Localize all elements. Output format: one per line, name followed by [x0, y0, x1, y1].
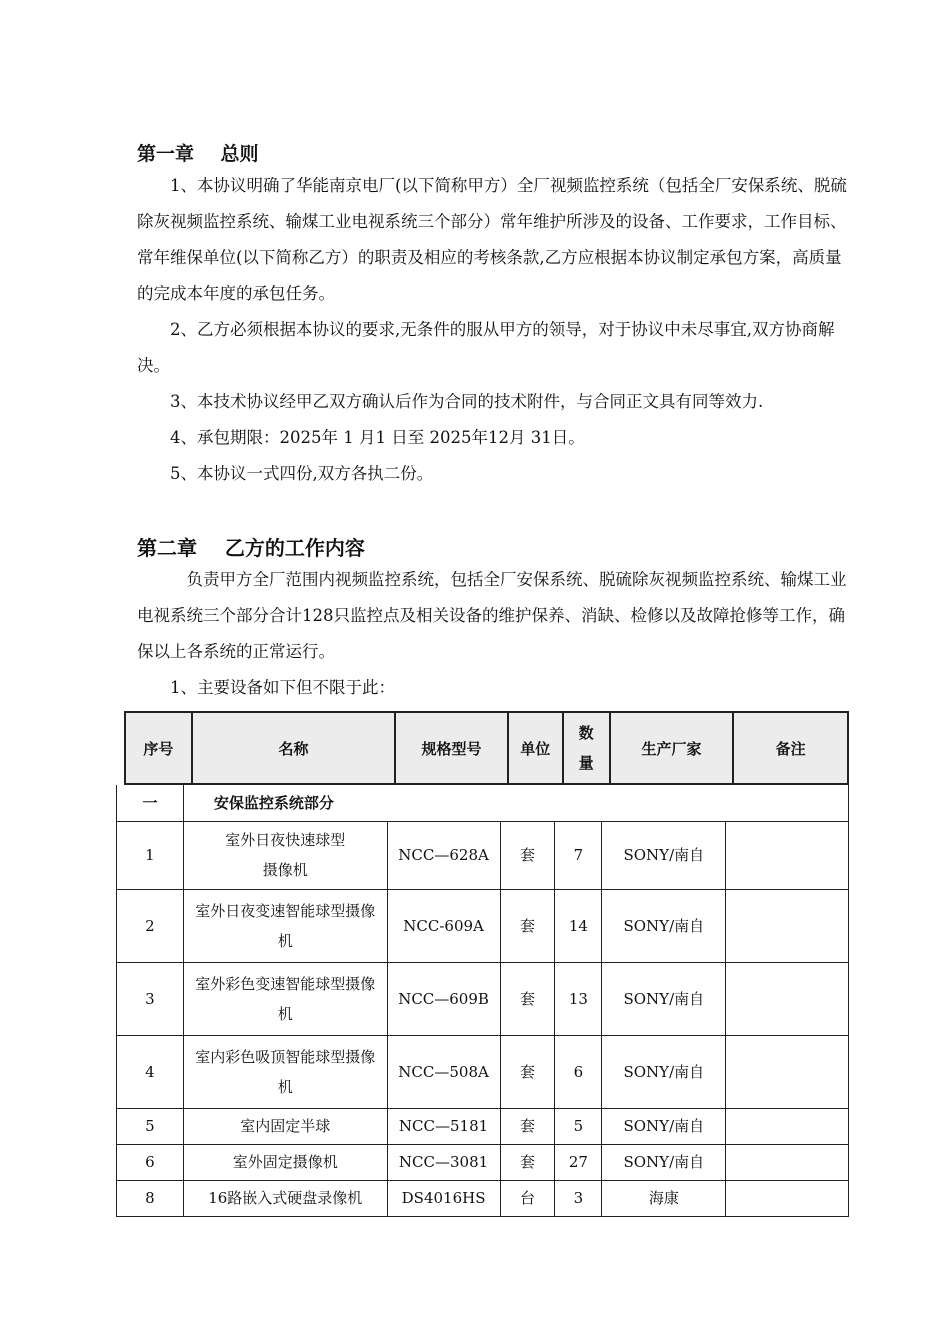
row-unit: 套	[500, 962, 555, 1035]
row-unit: 套	[500, 1108, 555, 1144]
row-name: 室外日夜变速智能球型摄像机	[183, 889, 387, 962]
row-unit: 套	[500, 889, 555, 962]
row-no: 1	[117, 821, 184, 889]
row-no: 3	[117, 962, 184, 1035]
row-maker: SONY/南自	[602, 1035, 726, 1108]
row-maker: SONY/南自	[602, 889, 726, 962]
table-row	[117, 1035, 849, 1108]
row-model: NCC—3081	[387, 1144, 500, 1180]
clause-4: 4、承包期限：2025年 1 月1 日至 2025年12月 31日。	[170, 428, 585, 447]
row-name: 室内彩色吸顶智能球型摄像机	[183, 1035, 387, 1108]
row-no: 2	[117, 889, 184, 962]
row-model: DS4016HS	[387, 1180, 500, 1216]
row-note	[726, 1035, 849, 1108]
row-no: 5	[117, 1108, 184, 1144]
row-name: 16路嵌入式硬盘录像机	[183, 1180, 387, 1216]
table-row	[117, 889, 849, 962]
section-label: 安保监控系统部分	[183, 785, 848, 821]
row-note	[726, 962, 849, 1035]
row-model: NCC—609B	[387, 962, 500, 1035]
table-row	[117, 821, 849, 889]
equipment-intro: 1、主要设备如下但不限于此：	[170, 678, 395, 697]
equipment-table-header	[124, 711, 849, 785]
equipment-table	[116, 785, 849, 1217]
row-qty: 13	[555, 962, 602, 1035]
header-name: 名称	[192, 712, 395, 784]
row-maker: SONY/南自	[602, 821, 726, 889]
clause-1: 1、本协议明确了华能南京电厂(以下简称甲方）全厂视频监控系统（包括全厂安保系统、脱硫除灰视频监控系统、输煤工业电视系统三个部分）常年维护所涉及的设备、工作要求，工作目标、常年维保单位(以下简称乙方）的职责及相应的考核条款,乙方应根据本协议制定承包方案，高质量的完成本年度的承包任务。	[137, 176, 847, 303]
row-maker: SONY/南自	[602, 962, 726, 1035]
section-row	[117, 785, 849, 821]
row-note	[726, 1180, 849, 1216]
header-model: 规格型号	[395, 712, 508, 784]
row-name: 室外日夜快速球型摄像机	[183, 821, 387, 889]
chapter-1-title: 第一章 总则	[137, 143, 259, 165]
clause-5: 5、本协议一式四份,双方各执二份。	[170, 464, 434, 483]
header-no: 序号	[125, 712, 192, 784]
row-note	[726, 1144, 849, 1180]
table-row	[117, 1108, 849, 1144]
chapter-2-title: 第二章 乙方的工作内容	[137, 536, 365, 560]
header-maker: 生产厂家	[610, 712, 734, 784]
chapter-2-body	[137, 562, 849, 706]
row-maker: SONY/南自	[602, 1108, 726, 1144]
row-model: NCC—508A	[387, 1035, 500, 1108]
row-note	[726, 1108, 849, 1144]
row-model: NCC—5181	[387, 1108, 500, 1144]
header-unit: 单位	[508, 712, 563, 784]
header-row	[125, 712, 848, 784]
row-qty: 5	[555, 1108, 602, 1144]
row-maker: 海康	[602, 1180, 726, 1216]
row-name: 室外彩色变速智能球型摄像机	[183, 962, 387, 1035]
row-unit: 台	[500, 1180, 555, 1216]
chapter-1-body	[137, 168, 849, 492]
row-no: 6	[117, 1144, 184, 1180]
row-qty: 14	[555, 889, 602, 962]
section-number: 一	[117, 785, 184, 821]
row-no: 8	[117, 1180, 184, 1216]
row-qty: 7	[555, 821, 602, 889]
row-qty: 27	[555, 1144, 602, 1180]
table-row	[117, 962, 849, 1035]
row-name: 室外固定摄像机	[183, 1144, 387, 1180]
row-note	[726, 889, 849, 962]
table-row	[117, 1180, 849, 1216]
scope-paragraph: 负责甲方全厂范围内视频监控系统，包括全厂安保系统、脱硫除灰视频监控系统、输煤工业电视系统三个部分合计128只监控点及相关设备的维护保养、消缺、检修以及故障抢修等工作，确保以上各系统的正常运行。	[137, 570, 847, 661]
row-model: NCC—628A	[387, 821, 500, 889]
row-qty: 6	[555, 1035, 602, 1108]
row-qty: 3	[555, 1180, 602, 1216]
row-name: 室内固定半球	[183, 1108, 387, 1144]
clause-3: 3、本技术协议经甲乙双方确认后作为合同的技术附件，与合同正文具有同等效力.	[170, 392, 764, 411]
row-unit: 套	[500, 1035, 555, 1108]
header-note: 备注	[733, 712, 848, 784]
row-unit: 套	[500, 1144, 555, 1180]
row-unit: 套	[500, 821, 555, 889]
table-row	[117, 1144, 849, 1180]
row-maker: SONY/南自	[602, 1144, 726, 1180]
clause-2: 2、乙方必须根据本协议的要求,无条件的服从甲方的领导，对于协议中未尽事宜,双方协商解决。	[137, 320, 835, 375]
row-model: NCC-609A	[387, 889, 500, 962]
row-note	[726, 821, 849, 889]
header-qty: 数量	[563, 712, 610, 784]
row-no: 4	[117, 1035, 184, 1108]
